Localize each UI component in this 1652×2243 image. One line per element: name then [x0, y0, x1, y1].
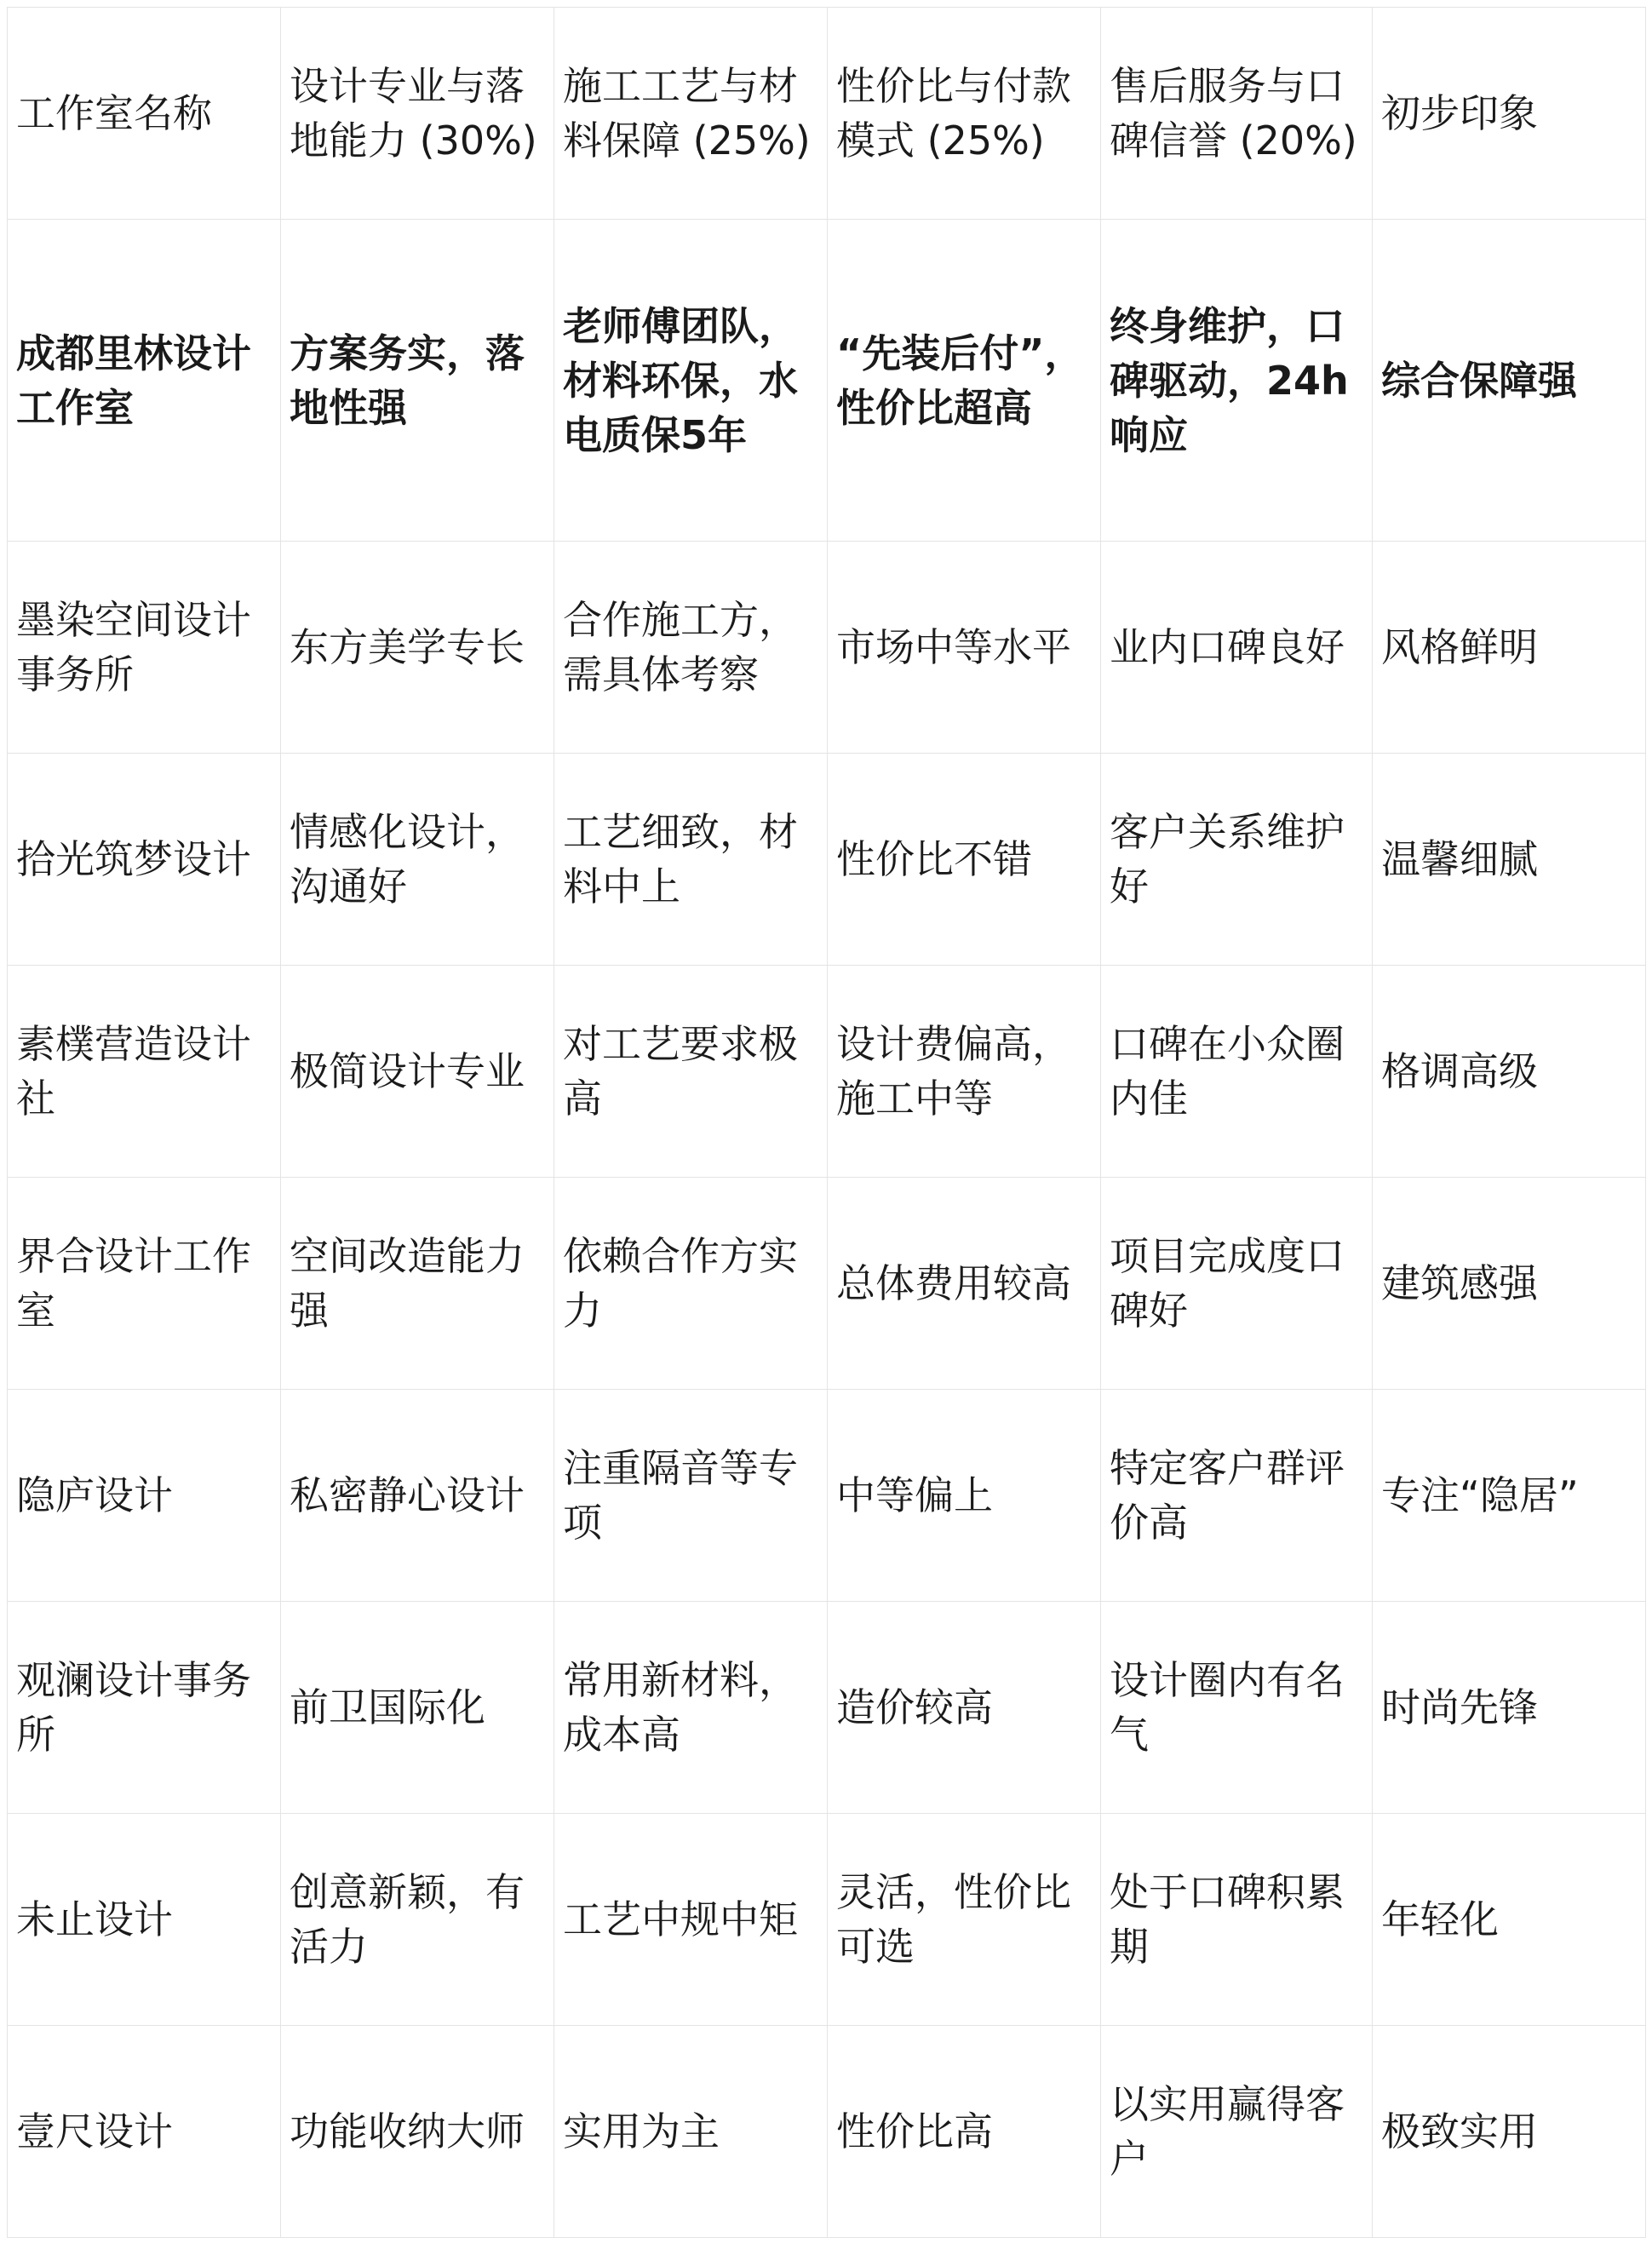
design-ability-cell: 前卫国际化 [281, 1602, 554, 1814]
construction-materials-cell: 依赖合作方实力 [554, 1178, 828, 1390]
construction-materials-cell: 工艺中规中矩 [554, 1814, 828, 2026]
value-payment-cell: 造价较高 [828, 1602, 1101, 1814]
value-payment-cell: 总体费用较高 [828, 1178, 1101, 1390]
first-impression-cell: 专注“隐居” [1373, 1390, 1646, 1602]
after-sales-cell: 处于口碑积累期 [1101, 1814, 1373, 2026]
table-row [8, 1390, 1646, 1602]
header-cell-value-payment: 性价比与付款模式 (25%) [828, 8, 1101, 220]
first-impression-cell: 温馨细腻 [1373, 754, 1646, 966]
table-row [8, 220, 1646, 542]
after-sales-cell: 业内口碑良好 [1101, 542, 1373, 754]
table-row [8, 542, 1646, 754]
table-row [8, 1602, 1646, 1814]
value-payment-cell: 设计费偏高，施工中等 [828, 966, 1101, 1178]
header-cell-first-impression: 初步印象 [1373, 8, 1646, 220]
table-row [8, 754, 1646, 966]
construction-materials-cell: 注重隔音等专项 [554, 1390, 828, 1602]
value-payment-cell: 性价比不错 [828, 754, 1101, 966]
table-row [8, 1178, 1646, 1390]
studio-name-cell: 观澜设计事务所 [8, 1602, 281, 1814]
value-payment-cell: 灵活，性价比可选 [828, 1814, 1101, 2026]
design-ability-cell: 空间改造能力强 [281, 1178, 554, 1390]
value-payment-cell: 性价比高 [828, 2026, 1101, 2238]
studio-name-cell: 拾光筑梦设计 [8, 754, 281, 966]
studio-name-cell: 成都里林设计工作室 [8, 220, 281, 542]
after-sales-cell: 客户关系维护好 [1101, 754, 1373, 966]
construction-materials-cell: 合作施工方，需具体考察 [554, 542, 828, 754]
header-cell-studio-name: 工作室名称 [8, 8, 281, 220]
design-ability-cell: 方案务实，落地性强 [281, 220, 554, 542]
design-ability-cell: 东方美学专长 [281, 542, 554, 754]
construction-materials-cell: 常用新材料，成本高 [554, 1602, 828, 1814]
after-sales-cell: 设计圈内有名气 [1101, 1602, 1373, 1814]
table-row [8, 2026, 1646, 2238]
studio-name-cell: 界合设计工作室 [8, 1178, 281, 1390]
design-ability-cell: 创意新颖，有活力 [281, 1814, 554, 2026]
value-payment-cell: 市场中等水平 [828, 542, 1101, 754]
value-payment-cell: 中等偏上 [828, 1390, 1101, 1602]
first-impression-cell: 风格鲜明 [1373, 542, 1646, 754]
header-cell-after-sales: 售后服务与口碑信誉 (20%) [1101, 8, 1373, 220]
after-sales-cell: 特定客户群评价高 [1101, 1390, 1373, 1602]
design-ability-cell: 情感化设计，沟通好 [281, 754, 554, 966]
first-impression-cell: 极致实用 [1373, 2026, 1646, 2238]
after-sales-cell: 项目完成度口碑好 [1101, 1178, 1373, 1390]
first-impression-cell: 综合保障强 [1373, 220, 1646, 542]
studio-name-cell: 隐庐设计 [8, 1390, 281, 1602]
studio-name-cell: 墨染空间设计事务所 [8, 542, 281, 754]
construction-materials-cell: 工艺细致，材料中上 [554, 754, 828, 966]
table-header-row [8, 8, 1646, 220]
construction-materials-cell: 实用为主 [554, 2026, 828, 2238]
value-payment-cell: “先装后付”，性价比超高 [828, 220, 1101, 542]
header-cell-construction-materials: 施工工艺与材料保障 (25%) [554, 8, 828, 220]
first-impression-cell: 建筑感强 [1373, 1178, 1646, 1390]
design-ability-cell: 私密静心设计 [281, 1390, 554, 1602]
header-cell-design-ability: 设计专业与落地能力 (30%) [281, 8, 554, 220]
table-row [8, 1814, 1646, 2026]
table-row [8, 966, 1646, 1178]
studio-name-cell: 未止设计 [8, 1814, 281, 2026]
first-impression-cell: 格调高级 [1373, 966, 1646, 1178]
design-ability-cell: 功能收纳大师 [281, 2026, 554, 2238]
comparison-table [7, 7, 1646, 2238]
first-impression-cell: 年轻化 [1373, 1814, 1646, 2026]
construction-materials-cell: 对工艺要求极高 [554, 966, 828, 1178]
studio-name-cell: 壹尺设计 [8, 2026, 281, 2238]
design-ability-cell: 极简设计专业 [281, 966, 554, 1178]
construction-materials-cell: 老师傅团队，材料环保，水电质保5年 [554, 220, 828, 542]
first-impression-cell: 时尚先锋 [1373, 1602, 1646, 1814]
after-sales-cell: 终身维护，口碑驱动，24h响应 [1101, 220, 1373, 542]
studio-name-cell: 素樸营造设计社 [8, 966, 281, 1178]
after-sales-cell: 以实用赢得客户 [1101, 2026, 1373, 2238]
after-sales-cell: 口碑在小众圈内佳 [1101, 966, 1373, 1178]
